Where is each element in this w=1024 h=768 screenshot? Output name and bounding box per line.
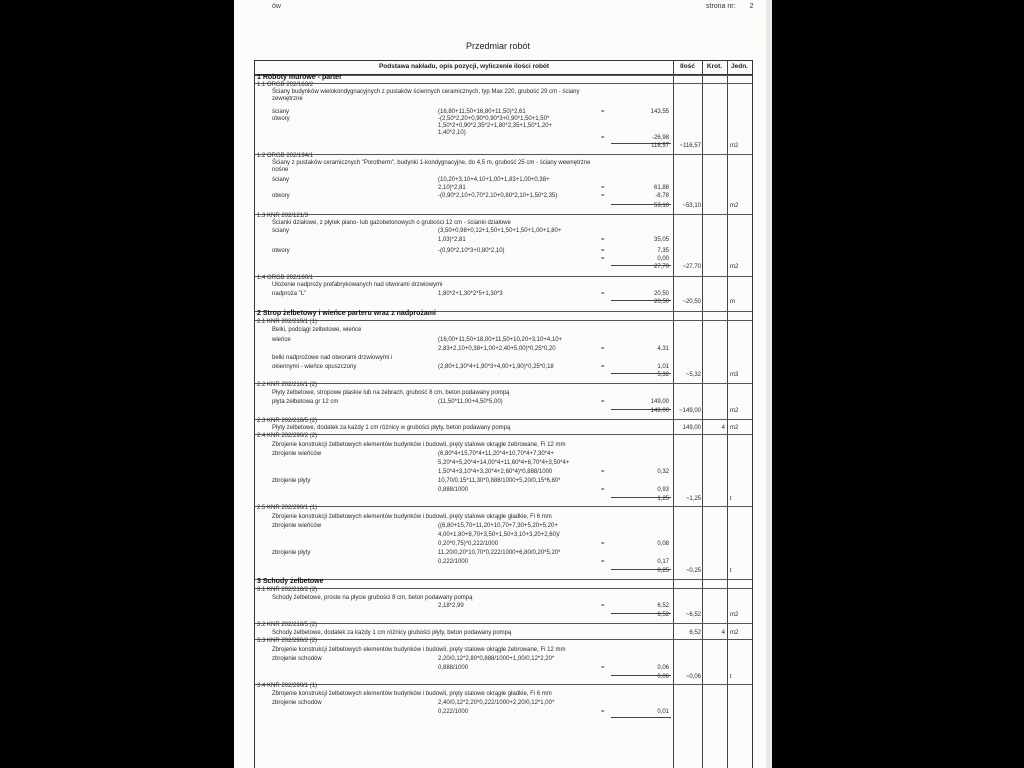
header-quantity: Ilość [680,63,695,70]
equals-sign: = [601,135,605,141]
calculated-value: 116,57 [651,143,669,149]
row-separator [255,383,752,384]
unit-cell: m3 [730,372,739,378]
bill-of-quantities-table [254,60,753,768]
equals-sign: = [601,603,605,609]
item-description: Belki, podciągi żelbetowe, wieńce [272,327,362,333]
item-description: ściany [272,228,290,234]
column-divider [702,60,703,768]
row-separator [255,83,752,84]
equals-sign: = [601,291,605,297]
calculated-value: 143,55 [650,109,669,115]
calculation-formula: 1,80*2+1,30*2*5+1,30*3 [438,291,503,297]
item-heading: 1.1 ORGB 202/163/2 [257,82,314,88]
quantity-cell: ~116,57 [679,143,701,149]
calculation-formula: 2,10)*2,81 [438,185,466,191]
equals-sign: = [601,364,605,370]
item-description: ściany [272,109,290,115]
item-description: Schody żelbetowe, proste na płycie grubości 8 cm, beton podawany pompą [272,595,473,601]
calculation-formula: 1,50*2+0,90*2,35*2+1,80*2,35+1,50*1,20+ [438,123,553,129]
calculation-formula: -(0,90*2,10+0,70*2,10+0,80*2,10+1,50*2,35) [438,193,558,199]
calculation-formula: (6,80*4+15,70*4+11,20*4+10,70*4+7,30*4+ [438,451,554,457]
calculation-formula: 0,222/1000 [438,559,469,565]
page-label: strona nr: [706,3,736,10]
row-separator [255,506,752,507]
item-description: otwory [272,248,290,254]
item-heading: 3.4 KNR 202/290/1 (1) [257,683,318,689]
quantity-cell: ~53,10 [682,203,701,209]
item-description: wieńce [272,337,291,343]
page-number: 2 [749,3,754,10]
item-heading: 3.2 KNR 202/218/5 (2) [257,622,318,628]
calculated-value: 0,17 [657,559,669,565]
document-title: Przedmiar robót [466,41,531,51]
item-description: okiennymi - wieńce opuszczony [272,364,357,370]
quantity-cell: ~6,52 [685,612,701,618]
calculation-formula: 10,70/0,15*11,30*0,888/1000+5,20/0,15*6,80* [438,478,561,484]
calculation-formula: (3,50+0,98+0,12+1,50+1,50+1,50+1,00+1,80+ [438,228,562,234]
equals-sign: = [601,256,605,262]
quantity-cell: ~1,25 [685,496,701,502]
calculated-value: 0,25 [657,568,669,574]
item-description: Ścianki działowe, z płytek piano- lub gazobetonowych o grubości 12 cm - ścianki działowe [272,220,511,226]
row-separator [255,276,752,277]
item-description: Ułożenie nadproży prefabrykowanych nad otworami drzwiowymi [272,282,443,288]
unit-cell: m2 [730,612,739,618]
calculation-formula: 0,20*0,75)*0,222/1000 [438,541,499,547]
item-description: nadproża "L" [272,291,307,297]
item-heading: 2.1 KNR 202/210/1 (1) [257,319,318,325]
equals-sign: = [601,487,605,493]
calculation-formula: (16,80+11,50+16,80+11,50)*2,61 [438,109,526,115]
row-separator [255,214,752,215]
quantity-cell: ~0,06 [685,674,701,680]
row-separator [255,579,752,580]
calculated-value: 0,93 [657,487,669,493]
item-heading: 2.4 KNR 202/290/2 (2) [257,433,318,439]
calculated-value: 149,00 [650,408,669,414]
row-separator [255,320,752,321]
multiplier-cell: 4 [721,630,725,636]
item-heading: 3.1 KNR 202/218/2 (2) [257,587,318,593]
item-heading: 2.3 KNR 202/218/5 (2) [257,418,318,424]
unit-cell: t [730,568,732,574]
item-description: Płyty żelbetowe, dodatek za każdy 1 cm różnicy w grubości płyty, beton podawany pompą [272,425,511,431]
item-heading: 1.3 KNR 202/121/3 [257,213,309,219]
item-description: zbrojenie wieńców [272,523,322,529]
calculation-formula: 1,50*4+3,10*4+3,20*4+2,60*4)*0,888/1000 [438,469,553,475]
calculated-value: 0,00 [657,256,669,262]
calculated-value: 7,35 [657,248,669,254]
item-heading: 2.2 KNR 202/216/1 (2) [257,382,318,388]
calculated-value: 1,01 [657,364,669,370]
multiplier-cell: 4 [721,425,725,431]
row-separator [255,154,752,155]
item-description: zbrojenie wieńców [272,451,322,457]
calculated-value: -26,98 [651,135,669,141]
calculation-formula: (2,80+1,30*4+1,90*3+4,00+1,90)*0,25*0,18 [438,364,554,370]
item-description: zbrojenie płyty [272,550,311,556]
table-header [255,60,752,75]
item-heading: 2 Strop żelbetowy i wieńce parteru wraz z nadprożami [257,310,436,317]
row-separator [255,623,752,624]
equals-sign: = [601,237,605,243]
row-separator [255,434,752,435]
quantity-cell: ~27,70 [682,264,701,270]
calculation-formula: 0,888/1000 [438,665,469,671]
calculation-formula: 5,20*4+5,20*4+14,00*4+11,60*4+8,70*4+3,50*4+ [438,460,570,466]
calculated-value: 27,70 [653,264,669,270]
equals-sign: = [601,185,605,191]
quantity-cell: ~20,50 [682,299,701,305]
page-number-label [692,3,753,10]
calculated-value: 0,32 [657,469,669,475]
calculation-formula: ((6,80+15,70+11,20+10,70+7,30+5,20+5,20+ [438,523,558,529]
item-description: Zbrojenie konstrukcji żelbetowych elementów budynków i budowli, pręty stalowe okrągłe żebrowane, Fi 12 mm [272,647,566,653]
item-description: Zbrojenie konstrukcji żelbetowych elementów budynków i budowli, pręty stalowe okrągłe gładkie, Fi 6 mm [272,691,552,697]
equals-sign: = [601,399,605,405]
calculated-value: 6,52 [657,603,669,609]
item-heading: 3 Schody żelbetowe [257,578,324,585]
calculation-formula: -(0,90*2,10*3+0,80*2,10) [438,248,505,254]
item-heading: 2.5 KNR 202/290/1 (1) [257,505,318,511]
unit-cell: m [730,299,735,305]
item-description: Schody żelbetowe, dodatek za każdy 1 cm różnicy grubości płyty, beton podawany pompą [272,630,512,636]
item-description: otwory [272,116,290,122]
calculated-value: 6,52 [657,612,669,618]
unit-cell: m2 [730,630,739,636]
row-separator [255,684,752,685]
equals-sign: = [601,559,605,565]
calculation-formula: 1,03)*2,81 [438,237,466,243]
calculation-formula: 0,888/1000 [438,487,469,493]
calculation-formula: -(2,50*2,20+0,90*0,90*3+0,90*1,50+1,50* [438,116,550,122]
row-separator [255,588,752,589]
equals-sign: = [601,109,605,115]
unit-cell: m2 [730,425,739,431]
quantity-cell: 6,52 [689,630,701,636]
page-edge [766,0,772,768]
item-description: Zbrojenie konstrukcji żelbetowych elementów budynków i budowli, pręty stalowe okrągłe gładkie, Fi 6 mm [272,514,552,520]
calculated-value: 35,05 [653,237,669,243]
equals-sign: = [601,248,605,254]
item-description: zbrojenie schodów [272,656,322,662]
equals-sign: = [601,469,605,475]
calculated-value: 0,01 [657,709,669,715]
equals-sign: = [601,193,605,199]
quantity-cell: ~5,32 [685,372,701,378]
calculation-formula: 0,222/1000 [438,709,469,715]
header-unit: Jedn. [731,63,748,70]
item-heading: 3.3 KNR 202/290/2 (2) [257,638,318,644]
calculated-value: 61,88 [653,185,669,191]
item-description: płyta żelbetowa gr 12 cm [272,399,339,405]
equals-sign: = [601,709,605,715]
header-multiplier: Krot. [706,63,723,70]
item-heading: 1 Roboty murowe - parter [257,74,342,81]
unit-cell: m2 [730,408,739,414]
item-description: ściany [272,177,290,183]
calculation-formula: 11,20/0,20*10,70*0,222/1000+6,80/0,20*5,20* [438,550,561,556]
calculation-formula: 2,83+2,10+0,38+1,00+2,40+5,00)*0,25*0,20 [438,346,556,352]
unit-cell: t [730,674,732,680]
quantity-cell: ~149,00 [679,408,701,414]
item-heading: 1.4 ORGB 202/160/1 [257,275,314,281]
item-description: Ściany budynków wielokondygnacyjnych z pustaków ściennych ceramicznych, typ Max 220, grubość 29 cm - ściany [272,89,580,95]
calculated-value: 20,50 [653,291,669,297]
header-description: Podstawa nakładu, opis pozycji, wyliczenie ilości robót [378,63,550,70]
calculation-formula: (16,00+11,50+18,00+11,50+10,20+3,10+4,10+ [438,337,563,343]
item-description: Ściany z pustaków ceramicznych "Porotherm", budynki 1-kondygnacyjne, do 4,5 m, grubość 25 cm - ściany wewnętrzne [272,160,591,166]
calculated-value: 5,32 [657,372,669,378]
equals-sign: = [601,665,605,671]
calculated-value: 4,31 [657,346,669,352]
calculation-formula: 2,40/0,12*2,20*0,222/1000+2,20/0,12*1,00* [438,700,555,706]
calculated-value: 149,00 [650,399,669,405]
row-separator [255,419,752,420]
calculated-value: 20,50 [653,299,669,305]
calculation-formula: 2,20/0,12*2,80*0,888/1000+1,00/0,12*2,20* [438,656,555,662]
item-description: zbrojenie schodów [272,700,322,706]
calculation-formula: (11,50*11,00+4,50*5,00) [438,399,503,405]
item-heading: 1.2 ORGB 202/194/1 [257,153,314,159]
calculation-formula: 1,40*2,10) [438,130,466,136]
item-description: otwory [272,193,290,199]
calculation-formula: 2,18*2,99 [438,603,464,609]
calculated-value: 0,06 [657,674,669,680]
row-separator [255,639,752,640]
item-description: Zbrojenie konstrukcji żelbetowych elementów budynków i budowli, pręty stalowe okrągłe żebrowane, Fi 12 mm [272,442,566,448]
sum-underline [611,717,671,718]
calculated-value: 1,25 [657,496,669,502]
calculation-formula: 4,00+1,80+8,70+3,50+1,50+3,10+3,20+2,60)/ [438,532,560,538]
item-description: belki nadprożowe nad otworami drzwiowymi i [272,355,393,361]
equals-sign: = [601,346,605,352]
header-left-text: ów [272,3,281,10]
calculation-formula: (10,20+3,10+4,10+1,00+1,83+1,00+0,38+ [438,177,550,183]
column-divider [727,60,728,768]
item-description: nośne [272,167,289,173]
quantity-cell: ~0,25 [685,568,701,574]
item-description: zewnętrzne [272,96,303,102]
calculated-value: 53,10 [653,203,669,209]
unit-cell: m2 [730,264,739,270]
calculated-value: -8,78 [655,193,669,199]
calculated-value: 0,08 [657,541,669,547]
calculated-value: 0,06 [657,665,669,671]
item-description: zbrojenie płyty [272,478,311,484]
item-description: Płyty żelbetowe, stropowe płaskie lub na żebrach, grubość 8 cm, beton podawany pompą [272,390,510,396]
unit-cell: m2 [730,143,739,149]
unit-cell: t [730,496,732,502]
unit-cell: m2 [730,203,739,209]
equals-sign: = [601,541,605,547]
quantity-cell: 149,00 [682,425,701,431]
